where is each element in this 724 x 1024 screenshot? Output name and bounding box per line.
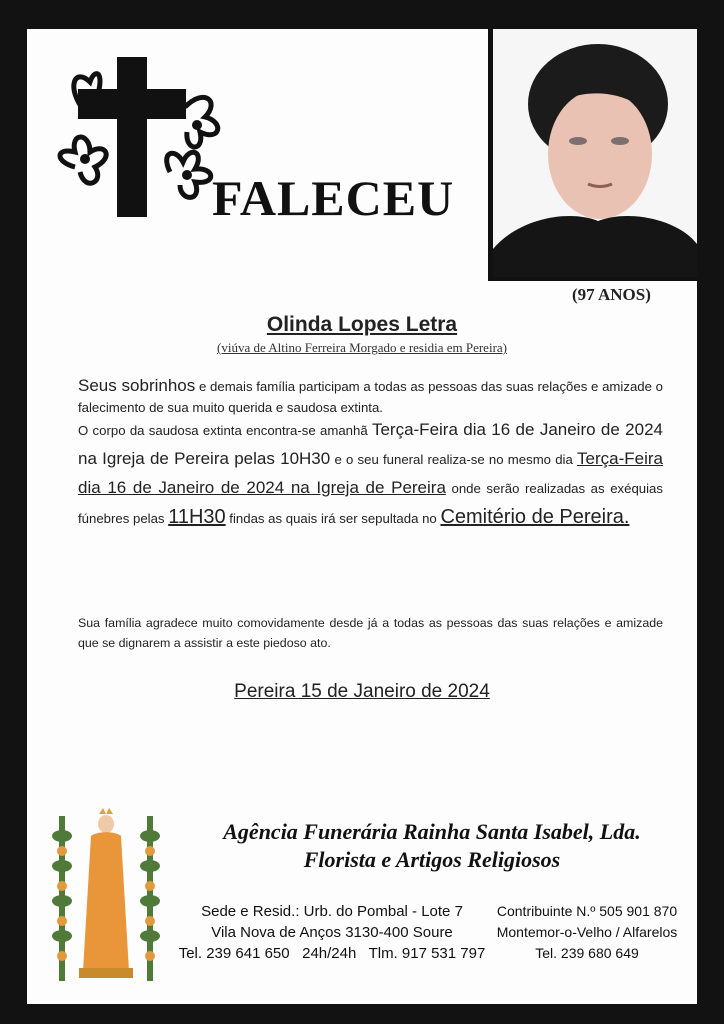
announcement-date: Pereira 15 de Janeiro de 2024 bbox=[234, 681, 490, 702]
announcement-text: O corpo da saudosa extinta encontra-se amanhã bbox=[78, 423, 372, 438]
branch-locations: Montemor-o-Velho / Alfarelos bbox=[496, 924, 678, 940]
agency-name: Agência Funerária Rainha Santa Isabel, Lda. bbox=[223, 819, 641, 844]
agency-branch-info bbox=[487, 901, 687, 964]
tax-id: Contribuinte N.º 505 901 870 bbox=[496, 903, 678, 919]
wake-details: Terça-Feira dia 16 de Janeiro de 2024 na Igreja de Pereira pelas 10H30 bbox=[78, 420, 663, 468]
funeral-date: Terça-Feira dia 16 de Janeiro de 2024 na Igreja de Pereira bbox=[78, 449, 664, 497]
announcement-paragraph-2 bbox=[78, 416, 663, 533]
portrait-photo bbox=[488, 29, 697, 281]
agency-tagline: Florista e Artigos Religiosos bbox=[303, 847, 561, 872]
funeral-time: 11H30 bbox=[168, 506, 226, 528]
announcement-text: onde serão realizadas as exéquias fúnebres pelas bbox=[78, 481, 663, 526]
announcement-text: e demais família participam a todas as pessoas das suas relações e amizade o falecimento de sua muito querida e saudosa extinta. bbox=[78, 379, 663, 415]
deceased-name: Olinda Lopes Letra bbox=[266, 313, 458, 336]
deceased-subtitle: (viúva de Altino Ferreira Morgado e residia em Pereira) bbox=[217, 340, 507, 355]
address-line: Vila Nova de Anços 3130-400 Soure bbox=[211, 924, 453, 941]
saint-statue-image bbox=[41, 806, 171, 984]
age-label: (97 ANOS) bbox=[572, 285, 651, 304]
announcement-lead: Seus sobrinhos bbox=[78, 376, 196, 395]
cemetery-name: Cemitério de Pereira. bbox=[440, 506, 630, 528]
branch-phone: Tel. 239 680 649 bbox=[535, 945, 639, 961]
address-line: Sede e Resid.: Urb. do Pombal - Lote 7 bbox=[201, 903, 463, 920]
announcement-paragraph-1 bbox=[78, 375, 663, 418]
phone-line: Tel. 239 641 650 24h/24h Tlm. 917 531 797 bbox=[178, 945, 486, 962]
page-title: FALECEU bbox=[212, 170, 455, 226]
thanks-paragraph: Sua família agradece muito comovidamente desde já a todas as pessoas das suas relações e amizade que se dignarem a assistir a este piedoso ato. bbox=[78, 616, 663, 650]
announcement-text: e o seu funeral realiza-se no mesmo dia bbox=[330, 452, 578, 467]
obituary-sheet bbox=[27, 29, 697, 1004]
agency-address bbox=[177, 901, 487, 964]
announcement-text: findas as quais irá ser sepultada no bbox=[225, 511, 441, 526]
